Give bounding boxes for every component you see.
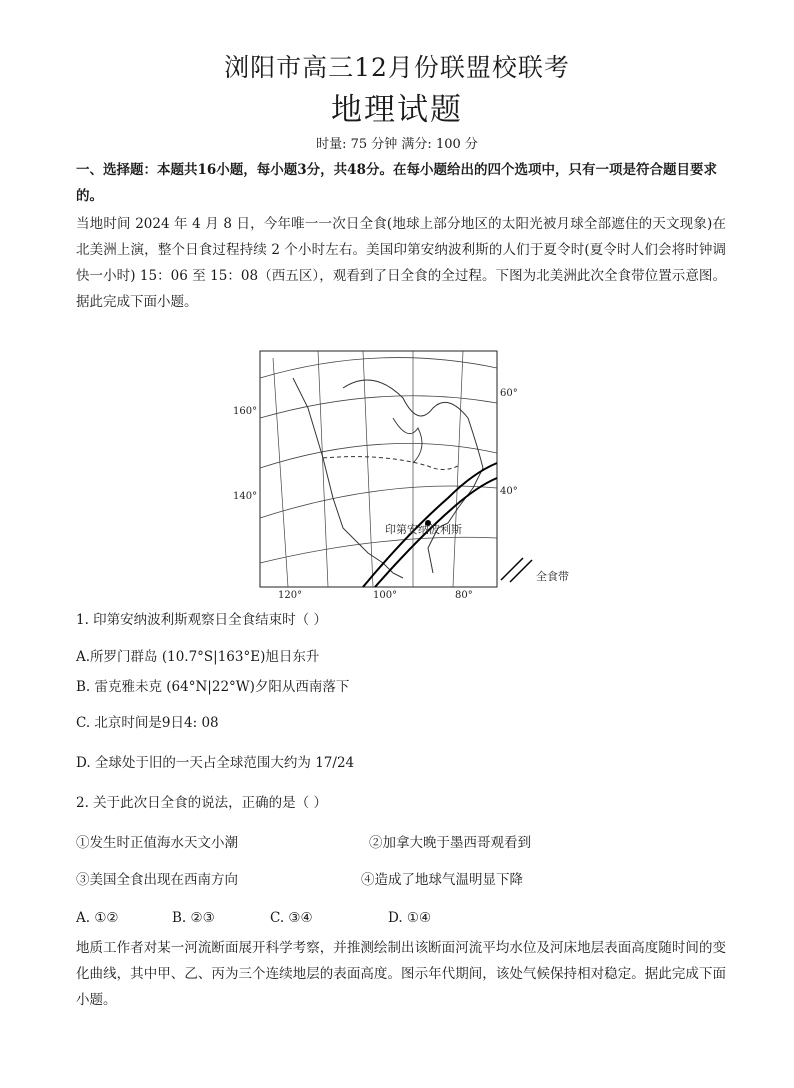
q2-option-a[interactable]: A. ①② xyxy=(76,910,119,926)
section-heading: 一、选择题：本题共16小题，每小题3分，共48分。在每小题给出的四个选项中，只有一项是符合题目要求的。 xyxy=(76,162,717,204)
lon-label-160: 160° xyxy=(233,406,258,417)
passage-2: 地质工作者对某一河流断面展开科学考察，并推测绘制出该断面河流平均水位及河床地层表面高度随时间的变化曲线，其中甲、乙、丙为三个连续地层的表面高度。图示年代期间，该处气候保持相对稳定。据此完成下面小题。 xyxy=(76,940,726,1008)
q1-option-d[interactable]: D. 全球处于旧的一天占全球范围大约为 17/24 xyxy=(76,755,355,771)
lon-label-120: 120° xyxy=(278,590,303,600)
q2-option-c[interactable]: C. ③④ xyxy=(270,910,313,926)
lat-label-60: 60° xyxy=(500,388,518,399)
city-label: 印第安纳波利斯 xyxy=(385,523,462,536)
lon-label-80: 80° xyxy=(455,590,473,600)
q2-statement-2: ②加拿大晚于墨西哥观看到 xyxy=(369,835,531,851)
q2-statement-1: ①发生时正值海水天文小潮 xyxy=(76,835,238,851)
exam-meta: 时量: 75 分钟 满分: 100 分 xyxy=(316,137,478,152)
q1-option-a[interactable]: A.所罗门群岛 (10.7°S|163°E)旭日东升 xyxy=(76,649,320,665)
q2-statement-3: ③美国全食出现在西南方向 xyxy=(76,872,238,888)
legend-label: 全食带 xyxy=(536,570,569,583)
lon-label-100: 100° xyxy=(373,590,398,600)
q2-stem: 2. 关于此次日全食的说法，正确的是（ ） xyxy=(76,795,327,811)
legend-line-2 xyxy=(510,560,532,582)
exam-title: 浏阳市高三12月份联盟校联考 xyxy=(224,53,570,82)
q1-stem: 1. 印第安纳波利斯观察日全食结束时（ ） xyxy=(76,612,327,628)
q1-option-b[interactable]: B. 雷克雅未克 (64°N|22°W)夕阳从西南落下 xyxy=(76,679,350,695)
lat-label-40: 40° xyxy=(500,486,518,497)
q2-statement-4: ④造成了地球气温明显下降 xyxy=(361,872,523,888)
q2-option-b[interactable]: B. ②③ xyxy=(172,910,215,926)
exam-subject: 地理试题 xyxy=(331,92,463,128)
passage-1: 当地时间 2024 年 4 月 8 日，今年唯一一次日全食(地球上部分地区的太阳光被月球全部遮住的天文现象)在北美洲上演，整个日食过程持续 2 个小时左右。美国印第安纳波利斯的人们于夏令时(夏令时人们会将时钟调快一小时) 15：06 至 15：08（西五区），观看到了日全食的全过程。下图为北美洲此次全食带位置示意图。据此完成下面小题。 xyxy=(76,216,726,310)
eclipse-path-map xyxy=(233,348,593,600)
q2-option-d[interactable]: D. ①④ xyxy=(388,910,432,926)
lon-label-140: 140° xyxy=(233,491,258,502)
legend-line-1 xyxy=(501,558,523,580)
q1-option-c[interactable]: C. 北京时间是9日4: 08 xyxy=(76,715,219,731)
